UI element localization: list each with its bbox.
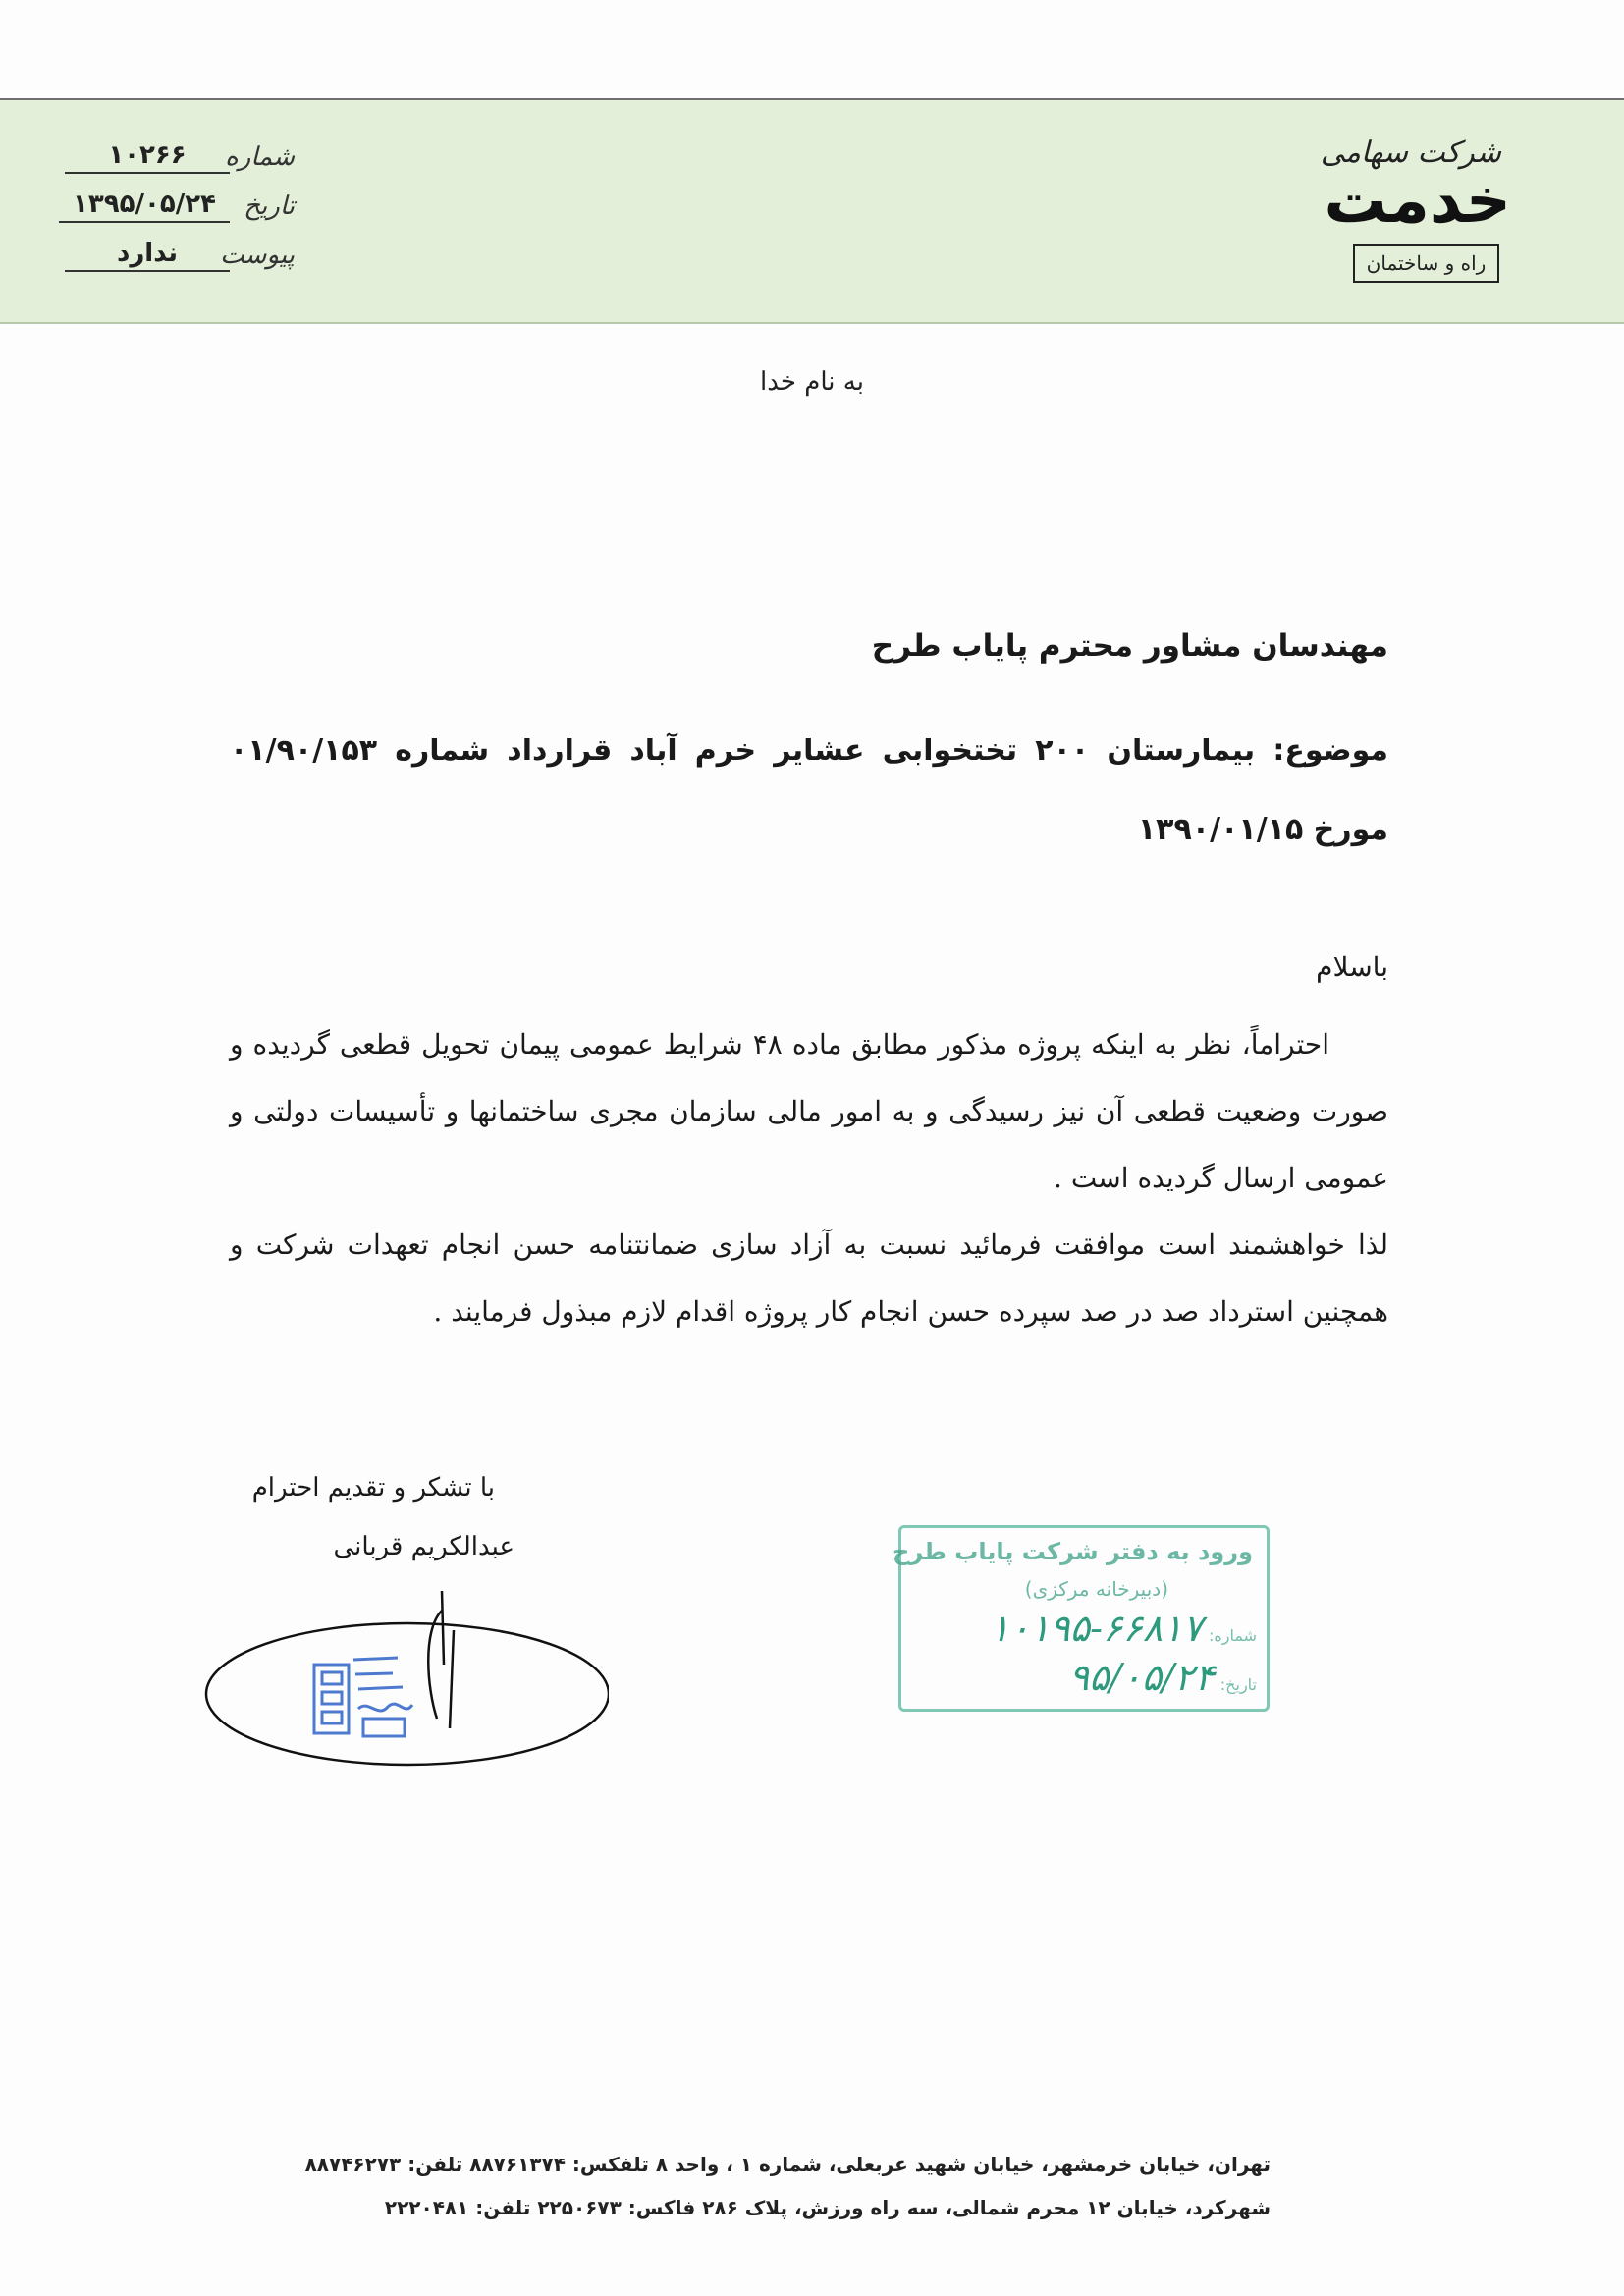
footer-address-tehran: تهران، خیابان خرمشهر، خیابان شهید عربعلی، شماره ۱ ، واحد ۸ تلفکس: ۸۸۷۶۱۳۷۴ تلفن: ۸۸۷۴۶۲۷۳ [304,2153,1271,2176]
signature-oval [206,1623,609,1765]
logo-tagline: راه و ساختمان [1353,244,1499,283]
receipt-stamp [893,1525,1270,1712]
letter-meta [59,133,295,280]
meta-number-row [59,133,295,182]
stamp-date-row [1069,1656,1257,1699]
stamp-date-label: تاریخ: [1219,1675,1257,1694]
footer-address-shahrekord: شهرکرد، خیابان ۱۲ محرم شمالی، سه راه ورزش، پلاک ۲۸۶ فاکس: ۲۲۵۰۶۷۳ تلفن: ۲۲۲۰۴۸۱ [384,2196,1271,2219]
closing-line: با تشکر و تقدیم احترام [251,1473,495,1503]
stamp-date-value: ۹۵/۰۵/۲۴ [1068,1656,1215,1699]
meta-date-row [59,182,295,231]
basmala: به نام خدا [760,367,864,397]
meta-number-label: شماره [225,142,295,172]
recipient: مهندسان مشاور محترم پایاب طرح [871,629,1388,664]
company-seal-icon [314,1658,412,1736]
meta-date-value: ۱۳۹۵/۰۵/۲۴ [59,190,230,223]
stamp-number-row [990,1607,1257,1650]
logo-company-name: خدمت [1324,165,1511,238]
meta-attachment-row [59,231,295,280]
letter-body [230,1011,1388,1345]
meta-attachment-value: ندارد [65,239,230,272]
stamp-number-value: ۱۰۱۹۵-۶۶۸۱۷ [990,1607,1203,1650]
stamp-title: ورود به دفتر شرکت پایاب طرح [893,1538,1253,1565]
meta-number-value: ۱۰۲۶۶ [65,140,230,174]
signature-and-seal [196,1571,609,1777]
logo-company-type: شرکت سهامی [1320,136,1501,170]
body-paragraph-1: احتراماً، نظر به اینکه پروژه مذکور مطابق ماده ۴۸ شرایط عمومی پیمان تحویل قطعی گردیده و صورت وضعیت قطعی آن نیز رسیدگی و به امور مالی سازمان مجری ساختمانها و تأسیسات دولتی و عمومی ارسال گردیده است . [230,1028,1388,1194]
stamp-subtitle: (دبیرخانه مرکزی) [1024,1577,1168,1601]
meta-date-label: تاریخ [244,191,295,221]
company-logo [1300,128,1511,295]
stamp-number-label: شماره: [1208,1626,1257,1645]
signature-stroke [428,1591,454,1728]
body-paragraph-2: لذا خواهشمند است موافقت فرمائید نسبت به آزاد سازی ضمانتنامه حسن انجام تعهدات شرکت و همچنین استرداد صد در صد سپرده حسن انجام کار پروژه اقدام لازم مبذول فرمایند . [230,1229,1388,1328]
meta-attachment-label: پیوست [220,241,295,270]
signer-name: عبدالکریم قربانی [333,1532,514,1561]
greeting: باسلام [1316,951,1388,983]
subject: موضوع: بیمارستان ۲۰۰ تختخوابی عشایر خرم آباد قرارداد شماره ۰۱/۹۰/۱۵۳ مورخ ۱۳۹۰/۰۱/۱۵ [230,734,1388,847]
